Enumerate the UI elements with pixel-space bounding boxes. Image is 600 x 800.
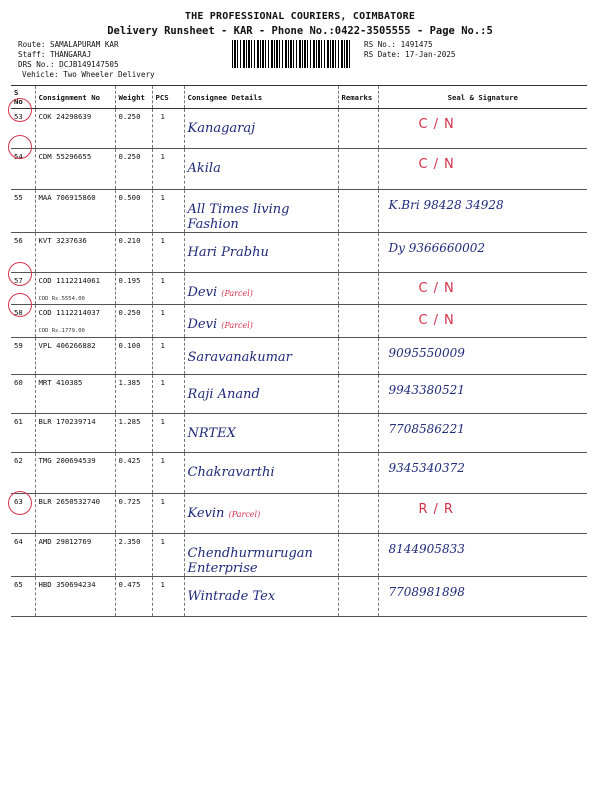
consignment-cell [35,453,115,494]
consignment-cell [35,273,115,305]
sno-text: 56 [14,236,23,245]
signature-text: 9345340372 [388,461,465,475]
weight-text: 0.100 [118,341,141,350]
sno-text: 63 [14,497,23,506]
runsheet-subtitle: Delivery Runsheet - KAR - Phone No.:0422-3505555 - Page No.:5 [107,25,493,37]
sno-cell [11,453,35,494]
weight-cell [115,375,152,414]
cod-amount: COD Rs.1779.00 [38,328,85,334]
signature-text: Dy 9366660002 [388,241,486,255]
table-row [11,453,587,494]
red-circle-mark [8,293,32,317]
table-row [11,109,587,149]
pcs-cell [152,577,184,617]
sno-text: 65 [14,580,23,589]
sno-text: 55 [14,193,23,202]
remarks-cell [338,305,378,338]
pcs-cell [152,375,184,414]
sno-cell [11,338,35,375]
remarks-cell [338,453,378,494]
remarks-cell [338,273,378,305]
parcel-note: (Parcel) [221,289,253,298]
sno-cell [11,375,35,414]
weight-cell [115,338,152,375]
remarks-cell [338,190,378,233]
weight-cell [115,494,152,534]
drs-text: DRS No.: DCJB149147505 [18,60,119,69]
signature-text: C/N [418,157,460,172]
consignment-text: TMG 200694539 [38,456,96,465]
consignee-name: Devi [187,317,218,332]
signature-cell [378,494,587,534]
consignee-cell [184,577,338,617]
sno-text: 62 [14,456,23,465]
consignee-name: All Times living Fashion [187,202,290,232]
pcs-text: 1 [160,580,165,589]
red-circle-mark [8,98,32,122]
weight-cell [115,414,152,453]
signature-text: R/R [418,502,459,517]
pcs-cell [152,149,184,190]
weight-text: 0.725 [118,497,141,506]
pcs-text: 1 [160,417,165,426]
weight-text: 0.425 [118,456,141,465]
weight-text: 0.195 [118,276,141,285]
col-pcs: PCS [152,86,184,109]
sno-text: 57 [14,276,23,285]
consignee-name: Kanagaraj [187,121,256,136]
pcs-cell [152,453,184,494]
consignee-cell [184,338,338,375]
consignment-text: BLR 170239714 [38,417,96,426]
consignment-cell [35,414,115,453]
signature-cell [378,109,587,149]
consignee-cell [184,414,338,453]
signature-cell [378,375,587,414]
weight-cell [115,534,152,577]
consignee-name: Wintrade Tex [187,589,276,604]
pcs-cell [152,109,184,149]
runsheet-table [11,85,587,617]
table-row [11,190,587,233]
col-consignee: Consignee Details [184,86,338,109]
sno-text: 58 [14,308,23,317]
barcode-image [232,40,352,68]
route-text: Route: SAMALAPURAM KAR [18,40,119,49]
table-row [11,494,587,534]
signature-cell [378,273,587,305]
red-circle-mark [8,262,32,286]
remarks-cell [338,375,378,414]
consignment-cell [35,233,115,273]
table-row [11,577,587,617]
pcs-cell [152,494,184,534]
consignee-cell [184,494,338,534]
signature-cell [378,305,587,338]
table-row [11,149,587,190]
vehicle-text: Vehicle: Two Wheeler Delivery [22,70,155,79]
pcs-cell [152,534,184,577]
pcs-cell [152,305,184,338]
consignee-name: Hari Prabhu [187,245,269,260]
consignment-text: MRT 410385 [38,378,83,387]
weight-text: 0.250 [118,112,141,121]
remarks-cell [338,414,378,453]
consignment-cell [35,577,115,617]
sno-text: 53 [14,112,23,121]
pcs-text: 1 [160,112,165,121]
table-row [11,414,587,453]
table-row [11,338,587,375]
signature-cell [378,534,587,577]
col-weight: Weight [115,86,152,109]
consignment-text: COK 24298639 [38,112,92,121]
consignment-cell [35,494,115,534]
signature-text: 7708586221 [388,422,465,436]
sno-text: 59 [14,341,23,350]
pcs-text: 1 [160,193,165,202]
consignee-cell [184,453,338,494]
consignee-cell [184,233,338,273]
consignment-text: CDM 55296655 [38,152,92,161]
signature-text: 9095550009 [388,346,465,360]
weight-cell [115,577,152,617]
consignment-cell [35,109,115,149]
consignee-name: Chendhurmurugan Enterprise [187,546,313,576]
sno-text: 54 [14,152,23,161]
pcs-text: 1 [160,308,165,317]
sno-text: 61 [14,417,23,426]
consignee-name: Saravanakumar [187,350,292,365]
weight-text: 1.385 [118,378,141,387]
remarks-cell [338,534,378,577]
consignment-text: AMD 29812769 [38,537,92,546]
signature-cell [378,338,587,375]
consignee-cell [184,190,338,233]
table-header-row [11,86,587,109]
remarks-cell [338,149,378,190]
pcs-text: 1 [160,537,165,546]
consignee-name: Devi [187,285,218,300]
pcs-cell [152,338,184,375]
rs-date-text: RS Date: 17-Jan-2025 [364,50,456,59]
consignment-text: HBD 350694234 [38,580,96,589]
signature-cell [378,190,587,233]
sno-cell [11,577,35,617]
sno-cell [11,414,35,453]
table-row [11,305,587,338]
weight-cell [115,273,152,305]
pcs-text: 1 [160,497,165,506]
weight-cell [115,305,152,338]
rs-no-text: RS No.: 1491475 [364,40,433,49]
signature-text: 8144905833 [388,542,465,556]
sno-cell [11,190,35,233]
consignee-name: Raji Anand [187,387,260,402]
consignment-cell [35,338,115,375]
consignee-cell [184,273,338,305]
consignment-cell [35,305,115,338]
sno-text: 60 [14,378,23,387]
weight-text: 2.350 [118,537,141,546]
weight-text: 0.250 [118,308,141,317]
pcs-text: 1 [160,456,165,465]
table-row [11,233,587,273]
remarks-cell [338,494,378,534]
red-circle-mark [8,135,32,159]
weight-text: 0.475 [118,580,141,589]
weight-text: 0.500 [118,193,141,202]
parcel-note: (Parcel) [228,510,261,519]
remarks-cell [338,577,378,617]
signature-text: 7708981898 [388,585,465,599]
consignee-name: Akila [187,161,221,176]
consignee-cell [184,305,338,338]
staff-text: Staff: THANGARAJ [18,50,92,59]
red-circle-mark [8,491,32,515]
cod-amount: COD Rs.5554.00 [38,296,85,302]
consignee-cell [184,109,338,149]
col-consignment: Consignment No [35,86,115,109]
sno-cell [11,534,35,577]
table-row [11,273,587,305]
signature-cell [378,414,587,453]
signature-text: C/N [418,281,460,296]
pcs-text: 1 [160,236,165,245]
signature-text: 9943380521 [388,383,465,397]
weight-text: 0.210 [118,236,141,245]
consignment-cell [35,190,115,233]
pcs-cell [152,414,184,453]
consignee-name: NRTEX [187,426,236,441]
pcs-cell [152,273,184,305]
consignment-cell [35,375,115,414]
consignment-text: COD 1112214037 [38,308,101,317]
consignee-cell [184,375,338,414]
consignment-cell [35,534,115,577]
weight-text: 0.250 [118,152,141,161]
pcs-text: 1 [160,341,165,350]
parcel-note: (Parcel) [221,321,253,330]
signature-text: C/N [418,117,460,132]
signature-cell [378,233,587,273]
weight-text: 1.285 [118,417,141,426]
pcs-text: 1 [160,276,165,285]
consignment-text: COD 1112214061 [38,276,101,285]
consignment-text: MAA 706915860 [38,193,96,202]
consignee-name: Chakravarthi [187,465,275,480]
consignment-text: BLR 2650532740 [38,497,101,506]
consignee-cell [184,149,338,190]
meta-left [18,40,155,80]
meta-right [364,40,455,60]
consignee-name: Kevin [187,506,225,521]
signature-cell [378,453,587,494]
remarks-cell [338,109,378,149]
pcs-text: 1 [160,378,165,387]
weight-cell [115,233,152,273]
consignment-cell [35,149,115,190]
pcs-text: 1 [160,152,165,161]
signature-cell [378,577,587,617]
weight-cell [115,453,152,494]
pcs-cell [152,190,184,233]
consignment-text: KVT 3237636 [38,236,87,245]
table-row [11,375,587,414]
col-remarks: Remarks [338,86,378,109]
col-signature: Seal & Signature [378,86,587,109]
weight-cell [115,109,152,149]
weight-cell [115,149,152,190]
consignment-text: VPL 406266882 [38,341,96,350]
remarks-cell [338,233,378,273]
sno-text: 64 [14,537,23,546]
signature-cell [378,149,587,190]
signature-text: C/N [418,313,460,328]
col-sno: S No [11,86,35,109]
remarks-cell [338,338,378,375]
signature-text: K.Bri 98428 34928 [388,198,504,212]
company-title: THE PROFESSIONAL COURIERS, COIMBATORE [184,11,416,22]
table-row [11,534,587,577]
consignee-cell [184,534,338,577]
pcs-cell [152,233,184,273]
weight-cell [115,190,152,233]
